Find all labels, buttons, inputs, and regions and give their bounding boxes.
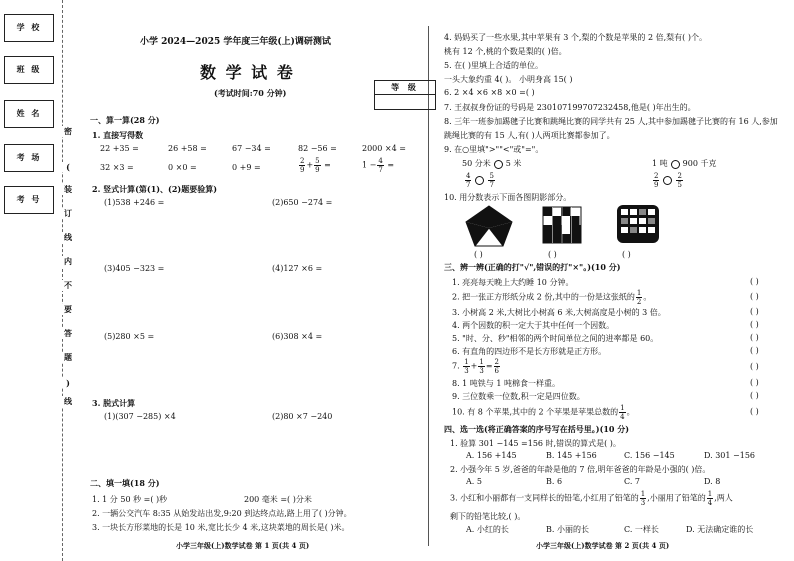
fill-item: 200 毫米 =( )分米	[244, 495, 312, 504]
oral-frac-item: 1 − $\frac{4}{7}$ =	[362, 157, 395, 174]
grid-figure	[542, 206, 582, 244]
fill-item: 桃有 12 个,桃的个数是梨的( )倍。	[444, 47, 567, 56]
judge-answer-paren[interactable]: ( )	[750, 292, 759, 301]
judge-answer-paren[interactable]: ( )	[750, 277, 759, 286]
fill-item: 7. 王叔叔身份证的号码是 230107199707232458,他是( )年出生的。	[444, 103, 696, 112]
judge-answer-paren[interactable]: ( )	[750, 346, 759, 355]
side-char: 内	[64, 256, 72, 266]
judge-item: 1. 亮亮每天晚上大约睡 10 分钟。	[452, 278, 574, 287]
class-field[interactable]	[4, 56, 54, 84]
compare-frac-item: $\frac{2}{9}$ $\frac{2}{5}$	[654, 172, 682, 189]
q1-title: 1. 直接写得数	[92, 130, 144, 140]
shape-answer-blank[interactable]: ( )	[548, 250, 557, 259]
side-char: 不	[64, 280, 72, 290]
grade-box[interactable]	[374, 80, 436, 110]
fill-item: 8. 三年一班参加踢毽子比赛和跳绳比赛的同学共有 25 人,其中参加踢毽子比赛的有 16 人,参加	[444, 117, 778, 126]
school-label: 学 校	[16, 22, 42, 32]
vertical-item: (1)538 +246 =	[104, 198, 165, 207]
choice-question: 2. 小强今年 5 岁,爸爸的年龄是他的 7 倍,明年爸爸的年龄是小强的( )倍。	[450, 465, 711, 474]
choice-question: 3. 小红和小丽都有一支同样长的铅笔,小红用了铅笔的 $\frac{1}{3}$ ,小丽用了铅笔的 $\frac{1}{4}$ ,两人	[450, 490, 733, 507]
fill-item: 9. 在○里填">""<"或"="。	[444, 145, 544, 154]
compare-frac-item: $\frac{4}{7}$ $\frac{5}{7}$	[466, 172, 494, 189]
oral-item: 67 −34 =	[232, 144, 271, 153]
fill-item: 一头大象约重 4( )。 小明身高 15( )	[444, 75, 573, 84]
rounded-grid-figure	[616, 204, 660, 244]
choice-option[interactable]: B. 6	[546, 477, 563, 486]
grade-label: 等 级	[375, 81, 435, 95]
q2-title: 2. 竖式计算(第(1)、(2)题要验算)	[92, 184, 217, 194]
vertical-item: (2)650 −274 =	[272, 198, 333, 207]
fill-item: 5. 在( )里填上合适的单位。	[444, 61, 543, 70]
side-char: 订	[64, 208, 72, 218]
shape-answer-blank[interactable]: ( )	[474, 250, 483, 259]
exam-number-label: 考 号	[16, 194, 42, 204]
oral-item: 2000 ×4 =	[362, 144, 406, 153]
exam-title: 小学 2024—2025 学年度三年级(上)调研测试	[140, 37, 331, 47]
side-char: 装	[64, 184, 72, 194]
fill-item: 跳绳比赛的有 15 人,有( )人两项比赛都参加了。	[444, 131, 615, 140]
choice-option[interactable]: D. 301 −156	[704, 451, 755, 460]
choice-option[interactable]: A. 5	[466, 477, 482, 486]
pentagon-figure	[464, 204, 514, 248]
judge-answer-paren[interactable]: ( )	[750, 333, 759, 342]
class-label: 班 级	[16, 64, 42, 74]
oral-item: 32 ×3 =	[100, 163, 134, 172]
exam-room-field[interactable]	[4, 144, 54, 172]
choice-question: 剩下的铅笔比较,( )。	[450, 512, 526, 521]
page1-footer: 小学三年级(上)数学试卷 第 1 页(共 4 页)	[176, 541, 310, 550]
fill-item: 1. 1 分 50 秒 =( )秒	[92, 495, 168, 504]
choice-option[interactable]: A. 156 +145	[466, 451, 517, 460]
side-char: 题	[64, 352, 72, 362]
side-char: 答	[64, 328, 72, 338]
choice-option[interactable]: A. 小红的长	[466, 525, 509, 534]
compare-circle[interactable]	[663, 176, 672, 185]
name-label: 姓 名	[16, 108, 42, 118]
compare-circle[interactable]	[494, 160, 503, 169]
judge-item: 8. 1 吨铁与 1 吨棉食一样重。	[452, 379, 560, 388]
judge-answer-paren[interactable]: ( )	[750, 307, 759, 316]
oral-item: 0 ×0 =	[168, 163, 197, 172]
vertical-item: (3)405 −323 =	[104, 264, 165, 273]
exam-number-field[interactable]	[4, 186, 54, 214]
side-char: (	[62, 162, 74, 172]
compare-circle[interactable]	[475, 176, 484, 185]
choice-option[interactable]: C. 一样长	[624, 525, 659, 534]
stepwise-item: (1)(307 −285) ×4	[104, 412, 176, 421]
page2-footer: 小学三年级(上)数学试卷 第 2 页(共 4 页)	[536, 541, 670, 550]
judge-item: 3. 小树高 2 米,大树比小树高 6 米,大树高度是小树的 3 倍。	[452, 308, 666, 317]
time-note: (考试时间:70 分钟)	[214, 88, 287, 98]
oral-frac-item: $\frac{2}{9}$ + $\frac{5}{9}$ =	[300, 157, 331, 174]
judge-answer-paren[interactable]: ( )	[750, 362, 759, 371]
choice-question: 1. 验算 301 −145 =156 时,错误的算式是( )。	[450, 439, 621, 448]
choice-title: 四、选一选(将正确答案的序号写在括号里。)(10 分)	[444, 424, 630, 434]
judge-answer-paren[interactable]: ( )	[750, 407, 759, 416]
oral-item: 82 −56 =	[298, 144, 337, 153]
choice-option[interactable]: D. 8	[704, 477, 721, 486]
binding-strip	[0, 0, 62, 561]
judge-item: 4. 两个因数的积一定大于其中任何一个因数。	[452, 321, 615, 330]
fill-item: 3. 一块长方形菜地的长是 10 米,宽比长少 4 米,这块菜地的周长是( )米。	[92, 523, 350, 532]
side-char: 要	[64, 304, 72, 314]
oral-item: 0 +9 =	[232, 163, 261, 172]
section1-title: 一、算一算(28 分)	[90, 115, 160, 125]
judge-item: 5. "时、分、秒"相邻的两个时间单位之间的进率都是 60。	[452, 334, 659, 343]
judge-item: 9. 三位数乘一位数,积一定是四位数。	[452, 392, 585, 401]
judge-answer-paren[interactable]: ( )	[750, 320, 759, 329]
judge-title: 三、辨一辨(正确的打"√",错误的打"×"。)(10 分)	[444, 262, 621, 272]
judge-item: 7. $\frac{1}{3}$ + $\frac{1}{3}$ = $\frac{2}{6}$	[452, 358, 499, 375]
judge-answer-paren[interactable]: ( )	[750, 391, 759, 400]
side-char: 线	[64, 396, 72, 406]
school-field[interactable]	[4, 14, 54, 42]
section2-title: 二、填一填(18 分)	[90, 478, 160, 488]
oral-item: 22 +35 =	[100, 144, 139, 153]
choice-option[interactable]: D. 无法确定谁的长	[686, 525, 754, 534]
choice-option[interactable]: C. 7	[624, 477, 641, 486]
choice-option[interactable]: B. 145 +156	[546, 451, 597, 460]
judge-item: 2. 把一张正方形纸分成 2 份,其中的一份是这张纸的 $\frac{1}{2}$ 。	[452, 289, 652, 306]
stepwise-item: (2)80 ×7 −240	[272, 412, 333, 421]
q10-text: 10. 用分数表示下面各图阴影部分。	[444, 193, 572, 202]
judge-item: 10. 有 8 个苹果,其中的 2 个苹果是苹果总数的 $\frac{1}{4}$ 。	[452, 404, 635, 421]
choice-option[interactable]: B. 小丽的长	[546, 525, 589, 534]
vertical-item: (5)280 ×5 =	[104, 332, 155, 341]
vertical-item: (6)308 ×4 =	[272, 332, 323, 341]
side-char: )	[62, 378, 74, 388]
oral-item: 26 +58 =	[168, 144, 207, 153]
side-char: 密	[64, 126, 72, 136]
exam-room-label: 考 场	[16, 152, 42, 162]
q3-title: 3. 脱式计算	[92, 398, 136, 408]
side-char: 线	[64, 232, 72, 242]
compare-item: 50 分米 5 米	[462, 159, 522, 168]
subject-title: 数 学 试 卷	[200, 63, 295, 82]
name-field[interactable]	[4, 100, 54, 128]
compare-circle[interactable]	[671, 160, 680, 169]
judge-item: 6. 有直角的四边形不是长方形就是正方形。	[452, 347, 607, 356]
compare-item: 1 吨 900 千克	[652, 159, 717, 168]
choice-option[interactable]: C. 156 −145	[624, 451, 675, 460]
shape-answer-blank[interactable]: ( )	[622, 250, 631, 259]
vertical-item: (4)127 ×6 =	[272, 264, 323, 273]
fill-item: 4. 妈妈买了一些水果,其中苹果有 3 个,梨的个数是苹果的 2 倍,梨有( )个。	[444, 33, 707, 42]
judge-answer-paren[interactable]: ( )	[750, 378, 759, 387]
fill-item: 6. 2 ×4 ×6 ×8 ×0 =( )	[444, 88, 535, 97]
fill-item: 2. 一辆公交汽车 8:35 从始发站出发,9:20 到达终点站,路上用了( )分钟。	[92, 509, 352, 518]
